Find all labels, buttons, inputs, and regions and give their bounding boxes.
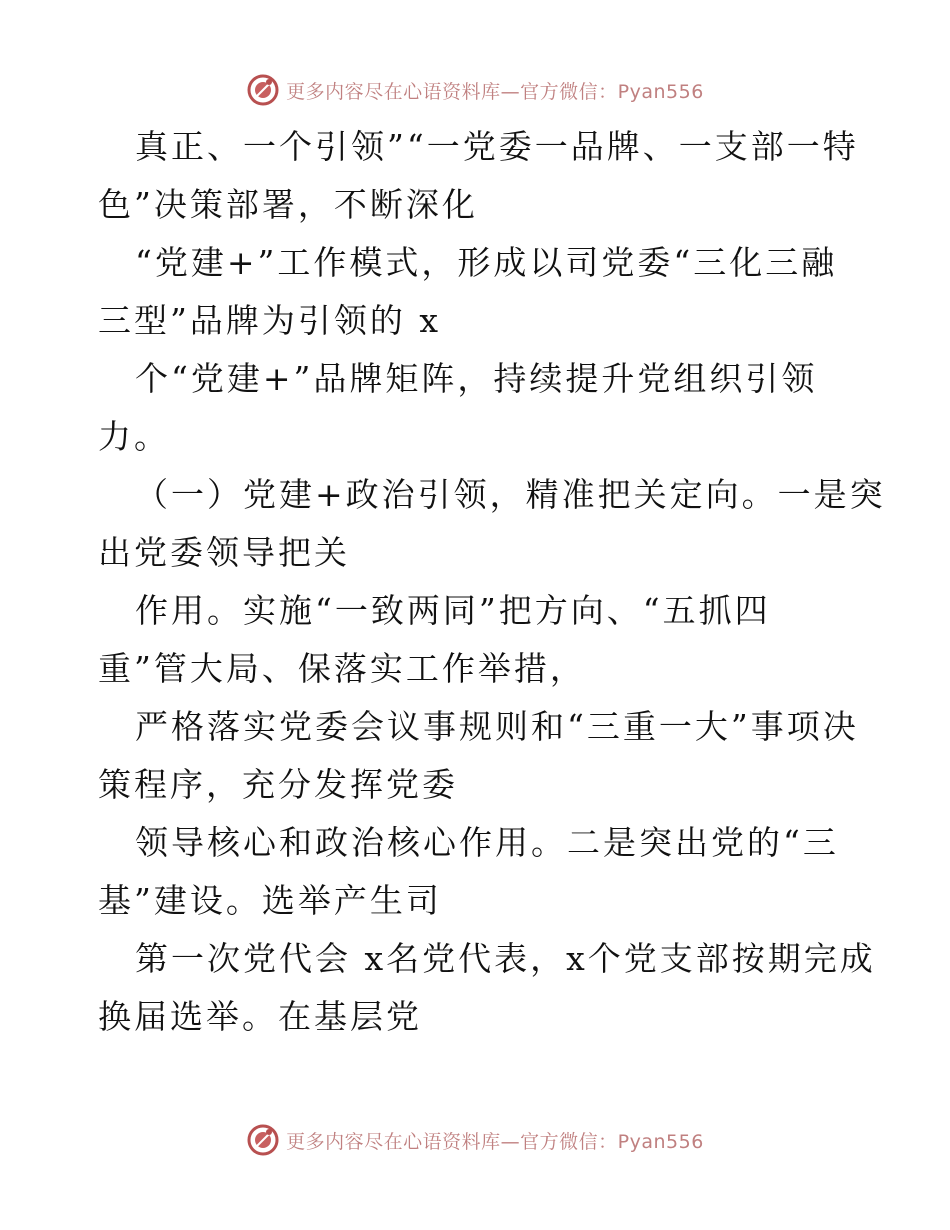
document-body <box>98 118 886 1046</box>
seal-icon <box>246 1123 280 1157</box>
text-line: 作用。实施“一致两同”把方向、“五抓四 <box>135 591 771 630</box>
text-line: “党建+”工作模式，形成以司党委“三化三融 <box>135 243 838 282</box>
watermark-header <box>0 70 950 110</box>
text-line: 严格落实党委会议事规则和“三重一大”事项决 <box>135 707 859 746</box>
text-line: 换届选举。在基层党 <box>98 997 422 1036</box>
text-line: （一）党建+政治引领，精准把关定向。一是突 <box>135 475 886 514</box>
text-line: 领导核心和政治核心作用。二是突出党的“三 <box>135 823 839 862</box>
watermark-footer <box>0 1120 950 1160</box>
text-line: 出党委领导把关 <box>98 533 350 572</box>
text-line: 力。 <box>98 417 170 456</box>
text-line: 重”管大局、保落实工作举措， <box>98 649 586 688</box>
watermark-text: 更多内容尽在心语资料库—官方微信：Pyan556 <box>286 80 704 103</box>
text-line: 策程序，充分发挥党委 <box>98 765 458 804</box>
text-line: 个“党建+”品牌矩阵，持续提升党组织引领 <box>135 359 818 398</box>
text-line: 色”决策部署，不断深化 <box>98 185 478 224</box>
text-line: 真正、一个引领”“一党委一品牌、一支部一特 <box>135 127 859 166</box>
watermark-text: 更多内容尽在心语资料库—官方微信：Pyan556 <box>286 1130 704 1153</box>
text-line: 基”建设。选举产生司 <box>98 881 442 920</box>
text-line: 第一次党代会 x名党代表，x个党支部按期完成 <box>135 939 876 978</box>
text-line: 三型”品牌为引领的 x <box>98 301 441 340</box>
seal-icon <box>246 73 280 107</box>
